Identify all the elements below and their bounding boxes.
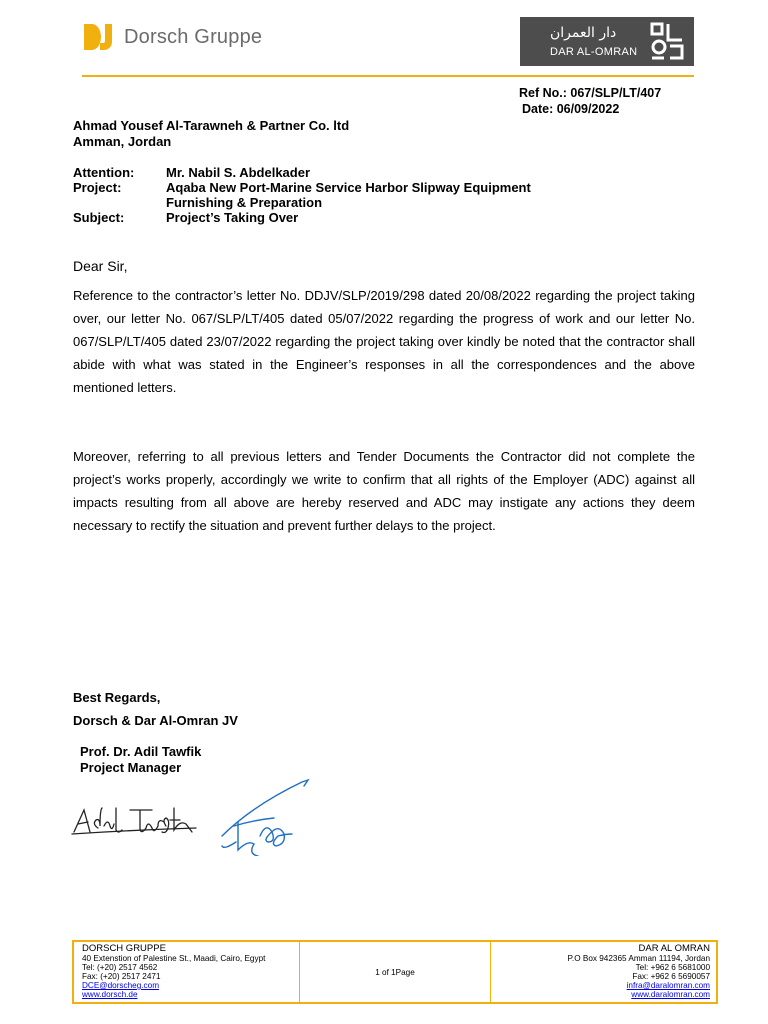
- footer-right-address: P.O Box 942365 Amman 11194, Jordan: [567, 954, 710, 963]
- footer-right-title: DAR AL OMRAN: [638, 943, 710, 954]
- footer-left-email-link[interactable]: DCE@dorscheg.com: [82, 981, 160, 990]
- dar-al-omran-logo: [520, 17, 694, 66]
- page-number: 1 of 1Page: [375, 968, 415, 977]
- recipient-city: Amman, Jordan: [73, 134, 172, 149]
- attention-value: Mr. Nabil S. Abdelkader: [166, 165, 311, 180]
- project-value-line1: Aqaba New Port-Marine Service Harbor Slipway Equipment: [166, 180, 531, 195]
- project-label: Project:: [73, 180, 122, 195]
- dar-al-omran-emblem-icon: [648, 20, 688, 63]
- project-value-line2: Furnishing & Preparation: [166, 195, 323, 210]
- footer-left-address: 40 Extenstion of Palestine St., Maadi, Cairo, Egypt: [82, 954, 266, 963]
- dorsch-logo-icon: [82, 22, 118, 52]
- footer-left-tel: Tel: (+20) 2517 4562: [82, 963, 158, 972]
- footer-page-cell: [300, 942, 491, 1002]
- footer-daralomran-contact: [490, 942, 716, 1002]
- salutation: Dear Sir,: [73, 258, 128, 274]
- body-paragraph-1: Reference to the contractor’s letter No. DDJV/SLP/2019/298 dated 20/08/2022 regarding the project taking over, our letter No. 067/SLP/LT/405 dated 05/07/2022 regarding the progress of work and our letter No. 067/SLP/LT/405 dated 23/07/2022 regarding the project taking over kindly be noted that the contractor shall abide with what was stated in the Engineer’s responses in all the correspondences and the above mentioned letters.: [73, 288, 695, 395]
- footer-right-web-link[interactable]: www.daralomran.com: [631, 990, 710, 999]
- footer-right-email-link[interactable]: infra@daralomran.com: [626, 981, 710, 990]
- footer-left-fax: Fax: (+20) 2517 2471: [82, 972, 161, 981]
- dar-al-omran-english: DAR AL-OMRAN: [550, 46, 638, 58]
- footer-left-title: DORSCH GRUPPE: [82, 943, 166, 954]
- footer-contact-box: [72, 940, 718, 1004]
- recipient-company: Ahmad Yousef Al-Tarawneh & Partner Co. ltd: [73, 118, 350, 133]
- brand-name: Dorsch Gruppe: [124, 26, 263, 48]
- footer-right-fax: Fax: +962 6 5690057: [632, 972, 710, 981]
- dar-al-omran-arabic: دار العمران: [550, 25, 617, 41]
- footer-right-tel: Tel: +962 6 5681000: [635, 963, 710, 972]
- footer-dorsch-contact: [74, 942, 300, 1002]
- signatory-title: Project Manager: [80, 760, 182, 775]
- attention-label: Attention:: [73, 165, 135, 180]
- closing-organization: Dorsch & Dar Al-Omran JV: [73, 713, 238, 728]
- header-rule: [82, 75, 694, 77]
- signature-2-blue: [216, 776, 312, 856]
- signature-adil-tawfik: [70, 800, 200, 844]
- letter-date: Date: 06/09/2022: [522, 102, 620, 116]
- closing-regards: Best Regards,: [73, 690, 161, 705]
- footer-left-web-link[interactable]: www.dorsch.de: [82, 990, 138, 999]
- body-paragraph-2: Moreover, referring to all previous letters and Tender Documents the Contractor did not complete the project’s works properly, accordingly we write to confirm that all rights of the Employer (ADC) against all impacts resulting from all above are hereby reserved and ADC may instigate any actions they deem necessary to rectify the situation and prevent further delays to the project.: [73, 449, 695, 533]
- subject-value: Project’s Taking Over: [166, 210, 299, 225]
- signatory-name: Prof. Dr. Adil Tawfik: [80, 744, 202, 759]
- subject-label: Subject:: [73, 210, 125, 225]
- ref-number: Ref No.: 067/SLP/LT/407: [519, 86, 662, 100]
